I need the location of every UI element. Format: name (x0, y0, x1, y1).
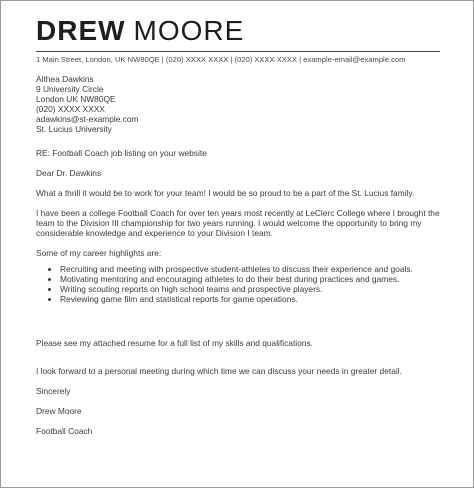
list-item: • Recruiting and meeting with prospective student-athletes to discuss their experience and goals. (60, 264, 448, 274)
recipient-email: adawkins@st-example.com (36, 114, 139, 124)
recipient-city: London UK NW80QE (36, 94, 116, 104)
header-divider (36, 51, 440, 52)
paragraph-experience: I have been a college Football Coach for over ten years most recently at LeClerc College where I brought the team to the Division III championship for two years running. I would welcome the opportunity to bring my considerable knowledge and experience to your Division I team. (36, 208, 440, 238)
paragraph-intro: What a thrill it would be to work for your team! I would be so proud to be a part of the St. Lucius family. (36, 188, 415, 198)
first-name: DREW (36, 15, 126, 46)
list-item: • Writing scouting reports on high school teams and prospective players. (60, 284, 448, 294)
list-item: • Motivating mentoring and encouraging athletes to do their best during practices and games. (60, 274, 448, 284)
recipient-address (36, 74, 453, 134)
list-item: • Reviewing game film and statistical reports for game operations. (60, 294, 448, 304)
resume-note: Please see my attached resume for a full list of my skills and qualifications. (36, 338, 313, 348)
recipient-name: Althea Dawkins (36, 74, 94, 84)
last-name: MOORE (133, 15, 245, 46)
salutation: Dear Dr. Dawkins (36, 168, 102, 178)
highlights-intro: Some of my career highlights are: (36, 248, 162, 258)
recipient-phone: (020) XXXX XXXX (36, 104, 105, 114)
contact-line: 1 Main Street, London, UK NW80QE | (020) XXXX XXXX | (020) XXXX XXXX | example-email@example.com (36, 55, 406, 64)
applicant-name (36, 15, 453, 47)
subject-line: RE: Football Coach job listing on your website (36, 148, 207, 158)
recipient-street: 9 University Circle (36, 84, 104, 94)
signoff: Sincerely (36, 386, 71, 396)
signature-name: Drew Moore (36, 406, 82, 416)
closing-paragraph: I look forward to a personal meeting during which time we can discuss your needs in greater detail. (36, 366, 402, 376)
highlights-list (36, 264, 448, 304)
signature-title: Football Coach (36, 426, 93, 436)
recipient-org: St. Lucius University (36, 124, 112, 134)
